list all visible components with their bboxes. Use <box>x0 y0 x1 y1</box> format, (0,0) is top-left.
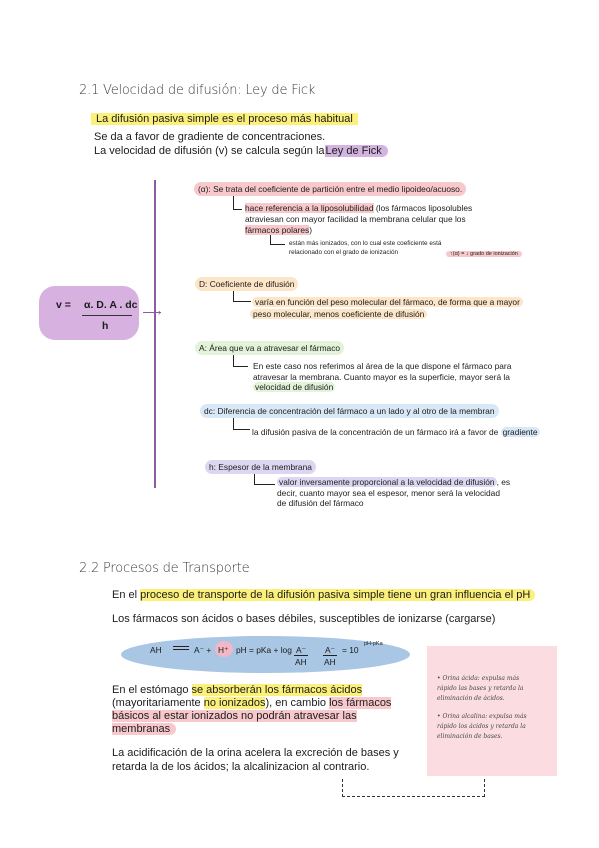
fraction-line <box>323 655 337 656</box>
h-line-3: de difusión del fármaco <box>277 498 364 508</box>
eq-ph: pH = pKa + log <box>236 645 292 655</box>
arrow-icon <box>254 474 275 485</box>
alpha-sub-3: fármacos polares) <box>245 225 313 235</box>
arrow-icon <box>233 291 251 302</box>
note-acid: • Orina ácida: expulsa más rápido las bases y retarda la eliminación de ácidos. <box>437 675 524 702</box>
eq-frac2-num: A⁻ <box>325 645 336 655</box>
arrow-icon <box>233 196 242 210</box>
stomach-line-4: membranas <box>112 723 176 735</box>
h-title: h: Espesor de la membrana <box>205 462 316 472</box>
stomach-line-1: En el estómago se absorberán los fármacos ácidos <box>112 684 363 696</box>
eq-frac2-den: AH <box>324 657 336 667</box>
transport-line-2: Los fármacos son ácidos o bases débiles, susceptibles de ionizarse (cargarse) <box>112 613 496 625</box>
intro-highlight: La difusión pasiva simple es el proceso más habitual <box>91 113 358 125</box>
fraction-line <box>82 315 132 316</box>
A-line-3: velocidad de difusión <box>255 382 334 392</box>
urine-line-2: retarda la de los ácidos; la alcalinizacion al contrario. <box>112 761 370 773</box>
section-title-2-1: 2.1 Velocidad de difusión: Ley de Fick <box>79 83 316 98</box>
A-line-2: atravesar la membrana. Cuanto mayor es la superficie, mayor será la <box>253 372 510 382</box>
urine-line-1: La acidificación de la orina acelera la excreción de bases y <box>112 747 399 759</box>
h-line-2: decir, cuanto mayor sea el espesor, menor será la velocidad <box>277 488 500 498</box>
stomach-line-3: básicos al estar ionizados no podrán atravesar las <box>112 710 357 722</box>
eq-frac1-num: A⁻ <box>296 645 307 655</box>
ionization-tag: ↑(α) = ↓ grado de ionización <box>446 251 522 257</box>
alpha-sub-2: atraviesan con mayor facilidad la membrana celular que los <box>245 214 466 224</box>
formula-denominator: h <box>102 320 109 332</box>
formula-left: v = <box>56 299 71 311</box>
dc-line-1: la difusión pasiva de la concentración de un fármaco irá a favor de gradiente <box>252 427 538 437</box>
arrow-icon <box>233 355 248 367</box>
eq-exponent: pH-pKa <box>364 641 383 647</box>
dashed-connector <box>342 779 485 797</box>
eq-equals: = 10 <box>342 645 359 655</box>
eq-h-plus: H⁺ <box>218 645 229 655</box>
intro-line-1: Se da a favor de gradiente de concentraciones. <box>94 131 326 143</box>
transport-line-1: En el proceso de transporte de la difusión pasiva simple tiene un gran influencia el pH <box>112 589 535 601</box>
fraction-line <box>294 655 308 656</box>
D-title: D: Coeficiente de difusión <box>195 279 298 289</box>
bracket-line <box>154 180 156 488</box>
alpha-sub-1: hace referencia a la liposolubilidad (los fármacos liposolubles <box>245 203 473 213</box>
eq-a-minus: A⁻ + <box>194 645 212 655</box>
D-line-1: varía en función del peso molecular del fármaco, de forma que a mayor <box>252 297 523 307</box>
alpha-title: (α): Se trata del coeficiente de partición entre el medio lipoideo/acuoso. <box>194 184 466 194</box>
stomach-line-2: (mayoritariamente no ionizados), en cambio los fármacos <box>112 697 392 709</box>
alpha-note-2: relacionado con el grado de ionización <box>289 249 399 256</box>
formula-numerator: α. D. A . dc <box>84 299 138 311</box>
alpha-note-1: están más ionizados, con lo cual este coeficiente está <box>289 240 442 247</box>
D-line-2: peso molecular, menos coeficiente de difusión <box>250 309 427 319</box>
ph-equation <box>121 636 410 673</box>
A-line-1: En este caso nos referimos al área de la que dispone el fármaco para <box>253 361 512 371</box>
h-line-1: valor inversamente proporcional a la velocidad de difusión , es <box>279 477 511 487</box>
arrow-icon <box>233 418 250 430</box>
equilibrium-icon <box>173 646 189 650</box>
connector-arrow-icon: › <box>158 307 161 317</box>
fick-formula <box>39 286 139 340</box>
A-title: A: Área que va a atravesar el fármaco <box>195 343 344 353</box>
note-alkaline: • Orina alcalina: expulsa más rápido los ácidos y retarda la eliminación de bases. <box>437 713 527 740</box>
dc-title: dc: Diferencia de concentración del fármaco a un lado y al otro de la membran <box>200 406 499 416</box>
eq-ah: AH <box>150 645 162 655</box>
section-title-2-2: 2.2 Procesos de Transporte <box>79 561 250 576</box>
eq-frac1-den: AH <box>295 657 307 667</box>
urine-note <box>427 646 557 776</box>
arrow-icon <box>270 235 285 245</box>
intro-line-2: La velocidad de difusión (v) se calcula según laLey de Fick <box>94 145 388 157</box>
